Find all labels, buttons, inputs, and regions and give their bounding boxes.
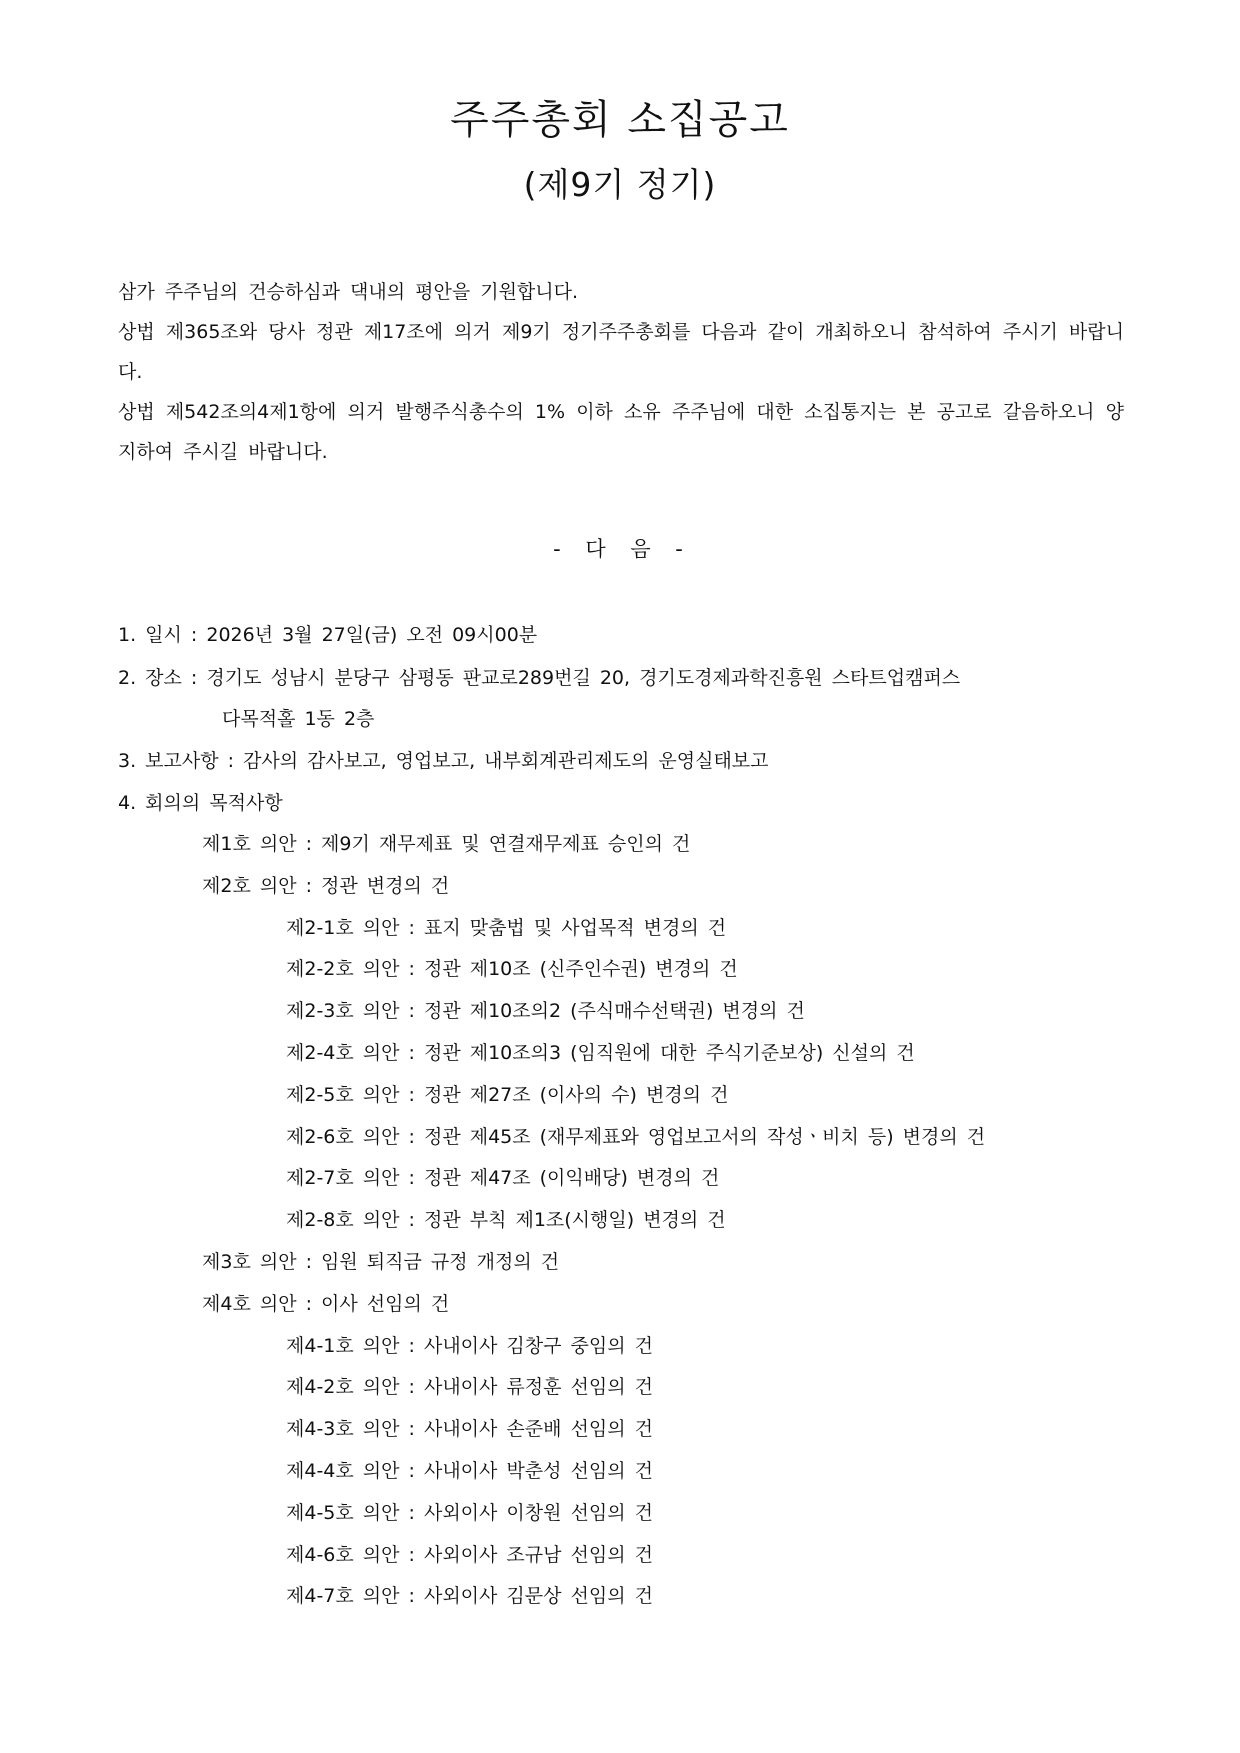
page-subtitle: (제9기 정기) xyxy=(523,165,717,204)
agenda-subitem: 제2-2호 의안 : 정관 제10조 (신주인수권) 변경의 건 xyxy=(286,958,738,980)
agenda-heading: 4. 회의의 목적사항 xyxy=(118,792,283,814)
intro-section xyxy=(118,272,1124,472)
agenda-subitem: 제4-3호 의안 : 사내이사 손준배 선임의 건 xyxy=(286,1418,653,1440)
section-divider: - 다 음 - xyxy=(553,537,687,561)
agenda-subitem: 제4-1호 의안 : 사내이사 김창구 중임의 건 xyxy=(286,1335,653,1357)
meeting-place: 2. 장소 : 경기도 성남시 분당구 삼평동 판교로289번길 20, 경기도경제과학진흥원 스타트업캠퍼스 xyxy=(118,667,961,689)
report-items: 3. 보고사항 : 감사의 감사보고, 영업보고, 내부회계관리제도의 운영실태보고 xyxy=(118,750,769,772)
agenda-item: 제4호 의안 : 이사 선임의 건 xyxy=(202,1293,450,1315)
agenda-subitem: 제2-7호 의안 : 정관 제47조 (이익배당) 변경의 건 xyxy=(286,1167,720,1189)
agenda-subitem: 제2-8호 의안 : 정관 부칙 제1조(시행일) 변경의 건 xyxy=(286,1209,726,1231)
agenda-item: 제2호 의안 : 정관 변경의 건 xyxy=(202,875,450,897)
agenda-subitem: 제4-7호 의안 : 사외이사 김문상 선임의 건 xyxy=(286,1585,653,1607)
agenda-subitem: 제4-5호 의안 : 사외이사 이창원 선임의 건 xyxy=(286,1502,653,1524)
intro-paragraph: 상법 제365조와 당사 정관 제17조에 의거 제9기 정기주주총회를 다음과 같이 개최하오니 참석하여 주시기 바랍니다. xyxy=(118,321,1124,383)
meeting-place-detail: 다목적홀 1동 2층 xyxy=(222,708,375,730)
meeting-date: 1. 일시 : 2026년 3월 27일(금) 오전 09시00분 xyxy=(118,624,538,646)
agenda-subitem: 제4-6호 의안 : 사외이사 조규남 선임의 건 xyxy=(286,1544,653,1566)
agenda-subitem: 제4-4호 의안 : 사내이사 박춘성 선임의 건 xyxy=(286,1460,653,1482)
page-title: 주주총회 소집공고 xyxy=(450,97,790,143)
agenda-subitem: 제2-5호 의안 : 정관 제27조 (이사의 수) 변경의 건 xyxy=(286,1084,729,1106)
agenda-subitem: 제2-4호 의안 : 정관 제10조의3 (임직원에 대한 주식기준보상) 신설의 건 xyxy=(286,1042,915,1064)
agenda-item: 제1호 의안 : 제9기 재무제표 및 연결재무제표 승인의 건 xyxy=(202,833,691,855)
intro-paragraph: 상법 제542조의4제1항에 의거 발행주식총수의 1% 이하 소유 주주님에 대한 소집통지는 본 공고로 갈음하오니 양지하여 주시길 바랍니다. xyxy=(118,401,1124,463)
greeting-text: 삼가 주주님의 건승하심과 댁내의 평안을 기원합니다. xyxy=(118,281,579,303)
agenda-subitem: 제2-1호 의안 : 표지 맞춤법 및 사업목적 변경의 건 xyxy=(286,917,727,939)
agenda-subitem: 제2-6호 의안 : 정관 제45조 (재무제표와 영업보고서의 작성ㆍ비치 등) 변경의 건 xyxy=(286,1126,986,1148)
agenda-subitem: 제4-2호 의안 : 사내이사 류정훈 선임의 건 xyxy=(286,1376,653,1398)
agenda-item: 제3호 의안 : 임원 퇴직금 규정 개정의 건 xyxy=(202,1251,560,1273)
agenda-subitem: 제2-3호 의안 : 정관 제10조의2 (주식매수선택권) 변경의 건 xyxy=(286,1000,805,1022)
